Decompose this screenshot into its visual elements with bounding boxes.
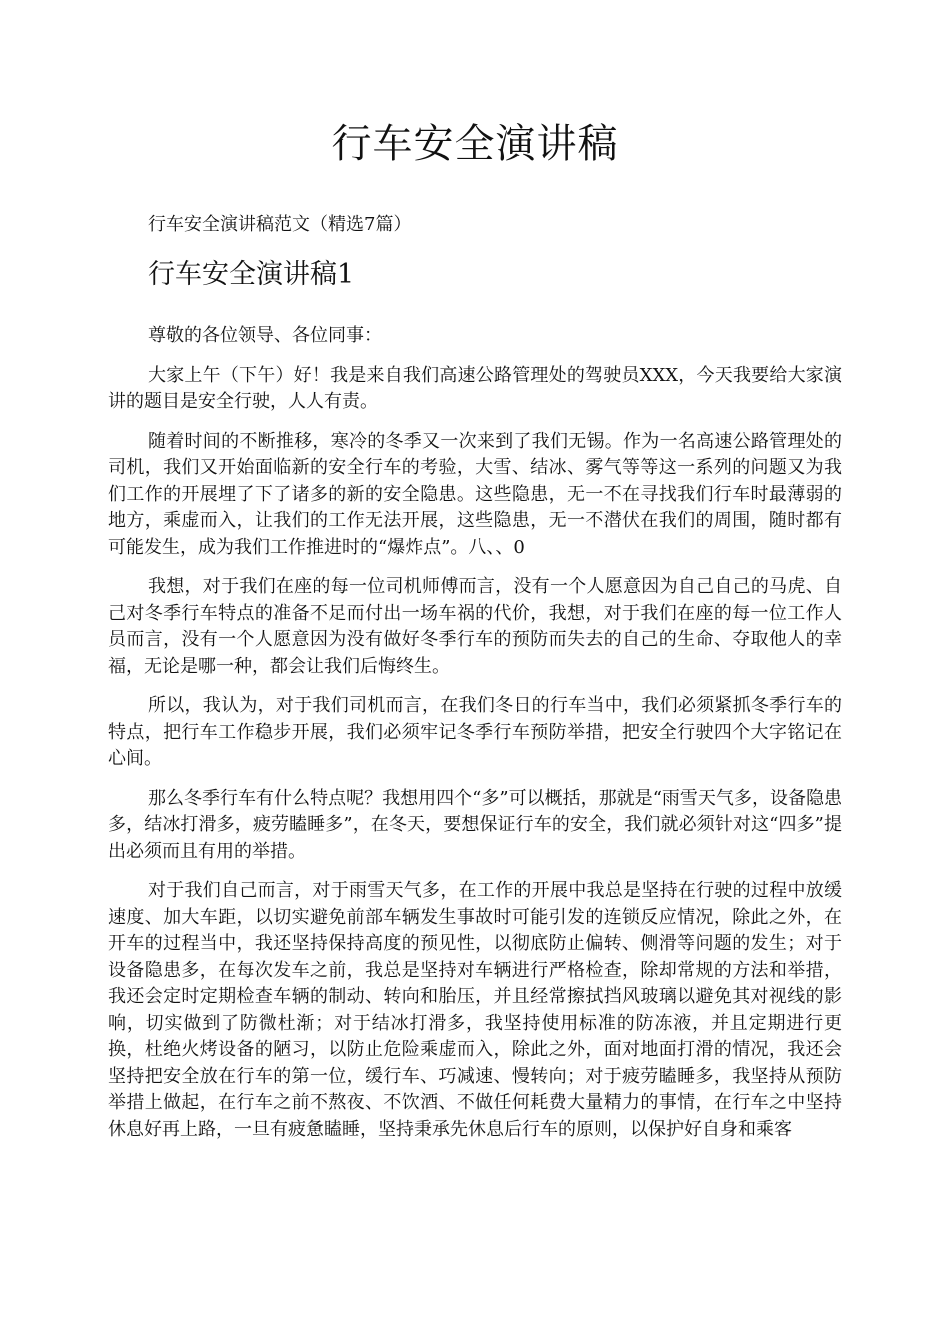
section-heading: 行车安全演讲稿1 bbox=[148, 259, 355, 290]
paragraph: 我想，对于我们在座的每一位司机师傅而言，没有一个人愿意因为自己自己的马虎、自己对冬季行车特点的准备不足而付出一场车祸的代价，我想，对于我们在座的每一位工作人员而言，没有一个人愿意因为没有做好冬季行车的预防而失去的自己的生命、夺取他人的幸福，无论是哪一种，都会让我们后悔终生。 bbox=[108, 576, 842, 677]
paragraph: 所以，我认为，对于我们司机而言，在我们冬日的行车当中，我们必须紧抓冬季行车的特点，把行车工作稳步开展，我们必须牢记冬季行车预防举措，把安全行驶四个大字铭记在心间。 bbox=[108, 695, 842, 769]
paragraph: 随着时间的不断推移，寒冷的冬季又一次来到了我们无锡。作为一名高速公路管理处的司机，我们又开始面临新的安全行车的考验，大雪、结冰、雾气等等这一系列的问题又为我们工作的开展埋了下了诸多的新的安全隐患。这些隐患，无一不在寻找我们行车时最薄弱的地方，乘虚而入，让我们的工作无法开展，这些隐患，无一不潜伏在我们的周围，随时都有可能发生，成为我们工作推进时的“爆炸点”。八、、0 bbox=[108, 430, 842, 558]
document-title: 行车安全演讲稿 bbox=[331, 121, 619, 167]
paragraph-greeting: 尊敬的各位领导、各位同事： bbox=[148, 325, 382, 346]
paragraph: 大家上午（下午）好！我是来自我们高速公路管理处的驾驶员XXX，今天我要给大家演讲的题目是安全行驶，人人有责。 bbox=[108, 364, 842, 412]
document-subtitle: 行车安全演讲稿范文（精选7篇） bbox=[148, 214, 412, 235]
paragraph: 那么冬季行车有什么特点呢？我想用四个“多”可以概括，那就是“雨雪天气多，设备隐患多，结冰打滑多，疲劳瞌睡多”，在冬天，要想保证行车的安全，我们就必须针对这“四多”提出必须而且有用的举措。 bbox=[108, 787, 842, 862]
paragraph: 对于我们自己而言，对于雨雪天气多，在工作的开展中我总是坚持在行驶的过程中放缓速度、加大车距，以切实避免前部车辆发生事故时可能引发的连锁反应情况，除此之外，在开车的过程当中，我还坚持保持高度的预见性，以彻底防止偏转、侧滑等问题的发生；对于设备隐患多，在每次发车之前，我总是坚持对车辆进行严格检查，除却常规的方法和举措，我还会定时定期检查车辆的制动、转向和胎压，并且经常擦拭挡风玻璃以避免其对视线的影响，切实做到了防微杜渐；对于结冰打滑多，我坚持使用标准的防冻液，并且定期进行更换，杜绝火烤设备的陋习，以防止危险乘虚而入，除此之外，面对地面打滑的情况，我还会坚持把安全放在行车的第一位，缓行车、巧减速、慢转向；对于疲劳瞌睡多，我坚持从预防举措上做起，在行车之前不熬夜、不饮酒、不做任何耗费大量精力的事情，在行车之中坚持休息好再上路，一旦有疲惫瞌睡，坚持秉承先休息后行车的原则，以保护好自身和乘客 bbox=[108, 880, 842, 1140]
body-text bbox=[108, 323, 842, 1156]
